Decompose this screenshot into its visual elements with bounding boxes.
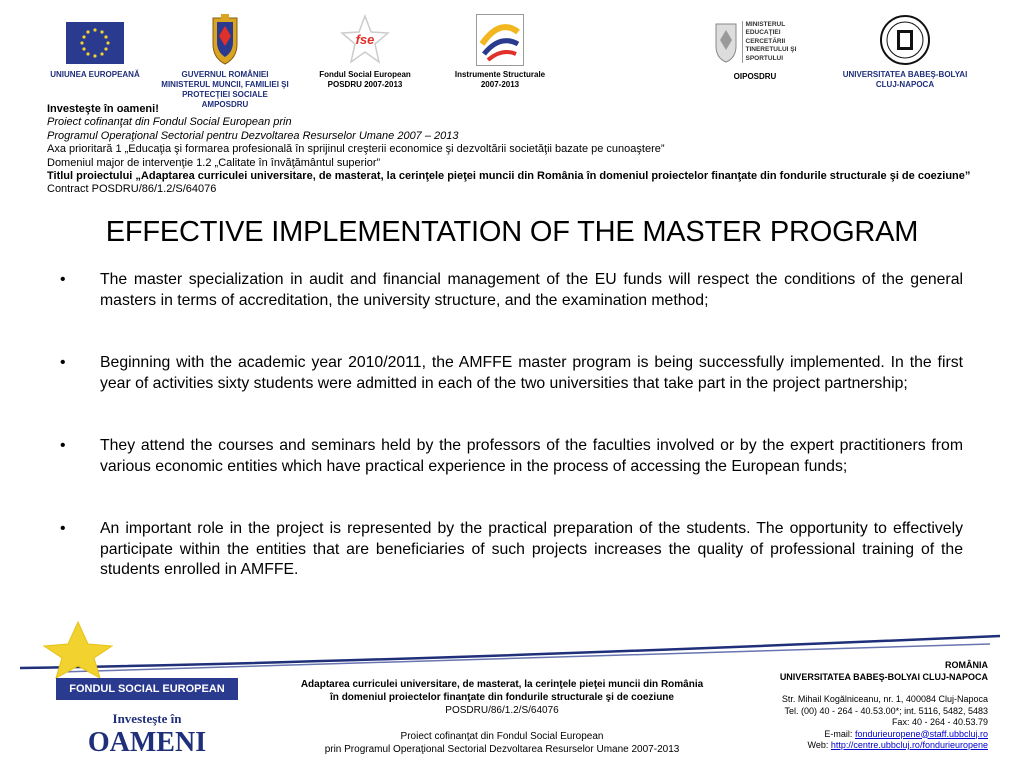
romanian-coat-of-arms-icon <box>205 14 245 66</box>
footer-address: Str. Mihail Kogălniceanu, nr. 1, 400084 Cluj-Napoca <box>781 694 988 704</box>
footer-fax: Fax: 40 - 264 - 40.53.79 <box>891 717 988 727</box>
footer-university: UNIVERSITATEA BABEŞ-BOLYAI CLUJ-NAPOCA <box>779 671 988 682</box>
bullet-marker: • <box>60 271 66 288</box>
footer-contact <box>700 660 988 752</box>
fse-footer-label: FONDUL SOCIAL EUROPEAN <box>56 678 238 700</box>
footer-email-link[interactable]: fondurieuropene@staff.ubbcluj.ro <box>854 728 988 739</box>
info-axis: Axa prioritară 1 „Educaţia şi formarea profesională în sprijinul creşterii economice şi dezvoltării societăţii bazate pe cunoaştere” <box>47 143 665 156</box>
page-title: EFFECTIVE IMPLEMENTATION OF THE MASTER PROGRAM <box>105 216 919 248</box>
bullet-text: They attend the courses and seminars held by the professors of the faculties involved or by the expert practitioners from various economic entities which have practical experience in the process of accessing the European funds; <box>100 437 963 475</box>
footer-web-link[interactable]: http://centre.ubbcluj.ro/fondurieuropene <box>830 740 988 750</box>
bullet-marker: • <box>60 354 66 371</box>
bullet-item <box>60 270 963 311</box>
bullet-item <box>60 519 963 581</box>
footer-web-label: Web: <box>807 740 831 750</box>
footer-country: ROMÂNIA <box>945 660 988 670</box>
footer-cofinance-1: Proiect cofinanţat din Fondul Social European <box>400 731 604 742</box>
eu-flag-icon <box>66 22 124 64</box>
info-project-title: Titlul proiectului „Adaptarea curriculei universitare, de masterat, la cerinţele pieţei muncii din România în domeniul proiectelor finanţate din fondurile structurale şi de coeziune” <box>47 170 971 183</box>
footer-oameni: OAMENI <box>87 727 207 758</box>
fse-star-icon <box>340 14 390 66</box>
bullet-text: The master specialization in audit and financial management of the EU funds will respect the conditions of the general masters in terms of accreditation, the university structure, and the examination method; <box>100 271 963 309</box>
footer-star-icon <box>44 622 112 678</box>
eu-logo <box>40 22 150 80</box>
bullet-text: Beginning with the academic year 2010/2011, the AMFFE master program is being successfully implemented. In the first year of activities sixty students were admitted in each of the two universities that take part in the project partnership; <box>100 354 963 392</box>
footer-cofinance-2: prin Programul Operaţional Sectorial Dezvoltarea Resurselor Umane 2007-2013 <box>324 744 680 755</box>
info-contract: Contract POSDRU/86/1.2/S/64076 <box>47 183 217 196</box>
bullet-marker: • <box>60 520 66 537</box>
bullet-item <box>60 353 963 394</box>
info-domain: Domeniul major de intervenţie 1.2 „Calitate în învăţământul superior” <box>47 156 381 169</box>
fse-logo <box>310 14 420 90</box>
eu-caption: UNIUNEA EUROPEANĂ <box>50 70 140 79</box>
footer-contract: POSDRU/86/1.2/S/64076 <box>445 705 559 716</box>
project-info <box>47 103 977 197</box>
info-program: Programul Operaţional Sectorial pentru Dezvoltarea Resurselor Umane 2007 – 2013 <box>47 129 459 142</box>
footer-phone: Tel. (00) 40 - 264 - 40.53.00*; int. 5116, 5482, 5483 <box>784 705 988 716</box>
footer-project-line-2: în domeniul proiectelor finanţate din fondurile structurale şi de coeziune <box>330 692 674 703</box>
structural-instruments-icon <box>476 14 524 66</box>
structural-instruments-caption: Instrumente Structurale 2007-2013 <box>454 70 546 89</box>
footer-investeste: Investeşte în <box>112 711 182 726</box>
footer-center <box>262 678 742 756</box>
info-cofinance: Proiect cofinanţat din Fondul Social European prin <box>47 116 292 129</box>
ministry-education-icon <box>713 20 739 64</box>
ubb-seal-icon <box>879 14 931 66</box>
fse-caption: Fondul Social European POSDRU 2007-2013 <box>319 70 411 89</box>
oiposdru-caption: OIPOSDRU <box>733 72 777 81</box>
government-logo <box>150 14 300 110</box>
ubb-logo <box>830 14 980 90</box>
bullet-list <box>60 270 963 623</box>
info-slogan: Investeşte în oameni! <box>47 103 159 115</box>
footer-email-label: E-mail: <box>824 728 855 739</box>
ubb-caption: UNIVERSITATEA BABEŞ-BOLYAI CLUJ-NAPOCA <box>842 70 968 89</box>
ministry-logo-text: MINISTERUL EDUCAŢIEI CERCETĂRII TINERETULUI ŞI SPORTULUI <box>742 21 798 64</box>
bullet-marker: • <box>60 437 66 454</box>
structural-instruments-logo <box>440 14 560 90</box>
footer-email-row <box>700 729 988 741</box>
bullet-item <box>60 436 963 477</box>
footer-project-line-1: Adaptarea curriculei universitare, de masterat, la cerinţele pieţei muncii din România <box>300 679 704 690</box>
bullet-text: An important role in the project is represented by the practical preparation of the students. The opportunity to effectively participate within the entities that are beneficiaries of such projects increases the quality of professional training of the students enrolled in AMFFE. <box>100 520 963 578</box>
oiposdru-logo <box>705 14 805 82</box>
svg-text:fse: fse <box>355 32 375 47</box>
government-caption: GUVERNUL ROMÂNIEI MINISTERUL MUNCII, FAMILIEI ŞI PROTECŢIEI SOCIALE AMPOSDRU <box>161 70 289 109</box>
footer-web-row <box>700 740 988 752</box>
